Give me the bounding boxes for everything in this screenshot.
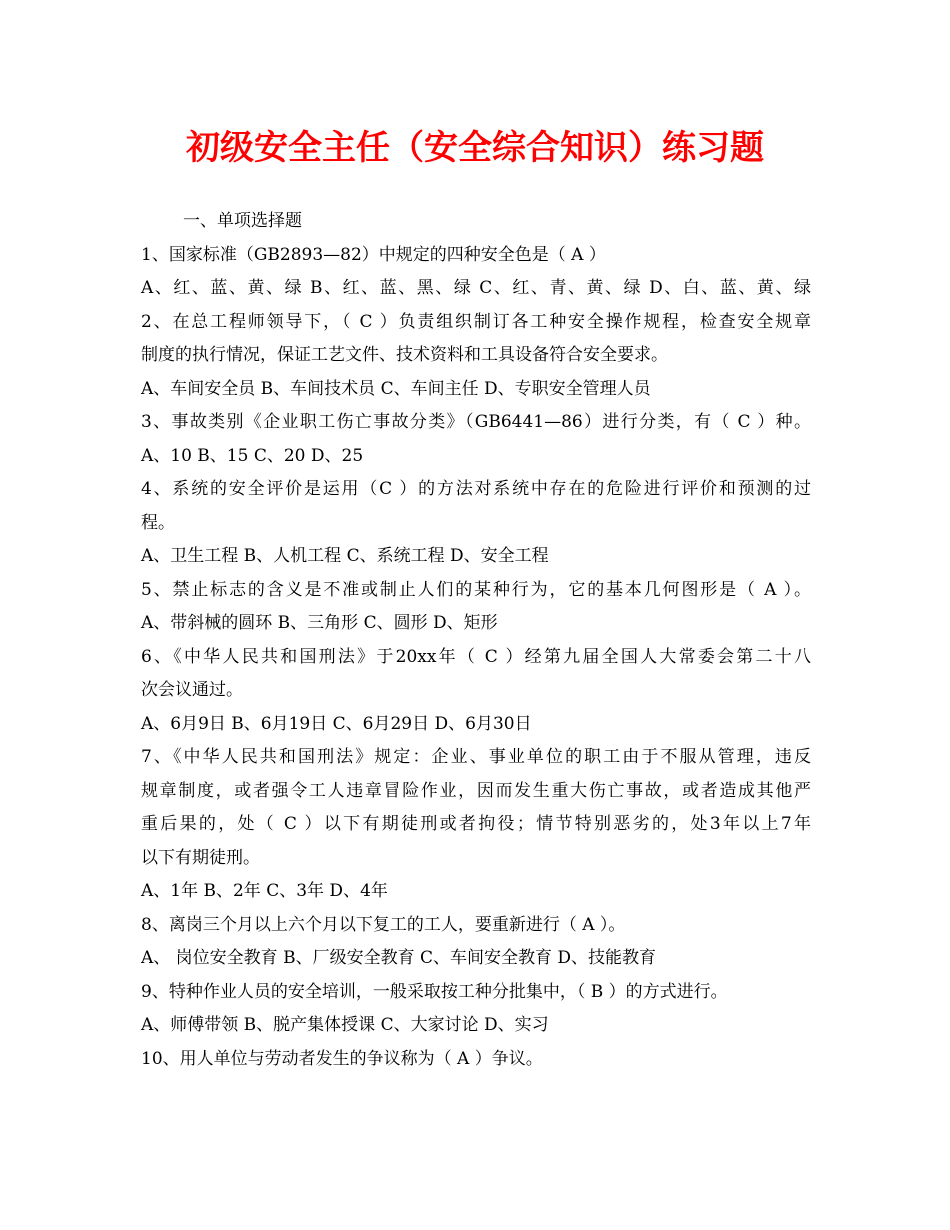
options-4: A、卫生工程 B、人机工程 C、系统工程 D、安全工程 xyxy=(141,546,549,566)
question-7-line-3: 重后果的，处（ C ）以下有期徒刑或者拘役；情节特别恶劣的，处3年以上7年 xyxy=(141,814,811,834)
section-heading: 一、单项选择题 xyxy=(183,211,302,231)
options-3: A、10 B、15 C、20 D、25 xyxy=(141,445,364,466)
question-7-line-1: 7、《中华人民共和国刑法》规定：企业、事业单位的职工由于不服从管理，违反 xyxy=(141,747,811,767)
options-5: A、带斜械的圆环 B、三角形 C、圆形 D、矩形 xyxy=(141,613,498,633)
options-1: A、红、蓝、黄、绿 B、红、蓝、黑、绿 C、红、青、黄、绿 D、白、蓝、黄、绿 xyxy=(141,278,811,298)
question-6-line-2: 次会议通过。 xyxy=(141,680,243,700)
question-9: 9、特种作业人员的安全培训，一般采取按工种分批集中，（ B ）的方式进行。 xyxy=(141,981,728,1002)
options-8: A、 岗位安全教育 B、厂级安全教育 C、车间安全教育 D、技能教育 xyxy=(141,948,657,968)
question-6-line-1: 6、《中华人民共和国刑法》于20xx年（ C ）经第九届全国人大常委会第二十八 xyxy=(141,646,811,667)
options-9: A、师傅带领 B、脱产集体授课 C、大家讨论 D、实习 xyxy=(141,1015,549,1035)
options-6: A、6月9日 B、6月19日 C、6月29日 D、6月30日 xyxy=(141,713,532,734)
document-body xyxy=(141,205,811,1076)
question-2-line-2: 制度的执行情况，保证工艺文件、技术资料和工具设备符合安全要求。 xyxy=(141,345,668,365)
question-8: 8、离岗三个月以上六个月以下复工的工人，要重新进行（ A ）。 xyxy=(141,914,626,935)
question-10: 10、用人单位与劳动者发生的争议称为（ A ）争议。 xyxy=(141,1048,543,1069)
question-7-line-4: 以下有期徒刑。 xyxy=(141,847,260,868)
question-2-line-1: 2、在总工程师领导下，（ C ）负责组织制订各工种安全操作规程，检查安全规章 xyxy=(141,311,811,332)
question-1: 1、国家标准（GB2893—82）中规定的四种安全色是（ A ） xyxy=(141,244,606,265)
question-3: 3、事故类别《企业职工伤亡事故分类》（GB6441—86）进行分类，有（ C ）种。 xyxy=(141,412,811,432)
question-4-line-1: 4、系统的安全评价是运用（C ）的方法对系统中存在的危险进行评价和预测的过 xyxy=(141,479,811,499)
question-5: 5、禁止标志的含义是不准或制止人们的某种行为，它的基本几何图形是（ A ）。 xyxy=(141,579,811,600)
options-2: A、车间安全员 B、车间技术员 C、车间主任 D、专职安全管理人员 xyxy=(141,378,651,399)
question-7-line-2: 规章制度，或者强令工人违章冒险作业，因而发生重大伤亡事故，或者造成其他严 xyxy=(141,780,811,801)
document-title: 初级安全主任（安全综合知识）练习题 xyxy=(186,128,764,168)
question-4-line-2: 程。 xyxy=(141,512,175,533)
options-7: A、1年 B、2年 C、3年 D、4年 xyxy=(141,881,388,901)
